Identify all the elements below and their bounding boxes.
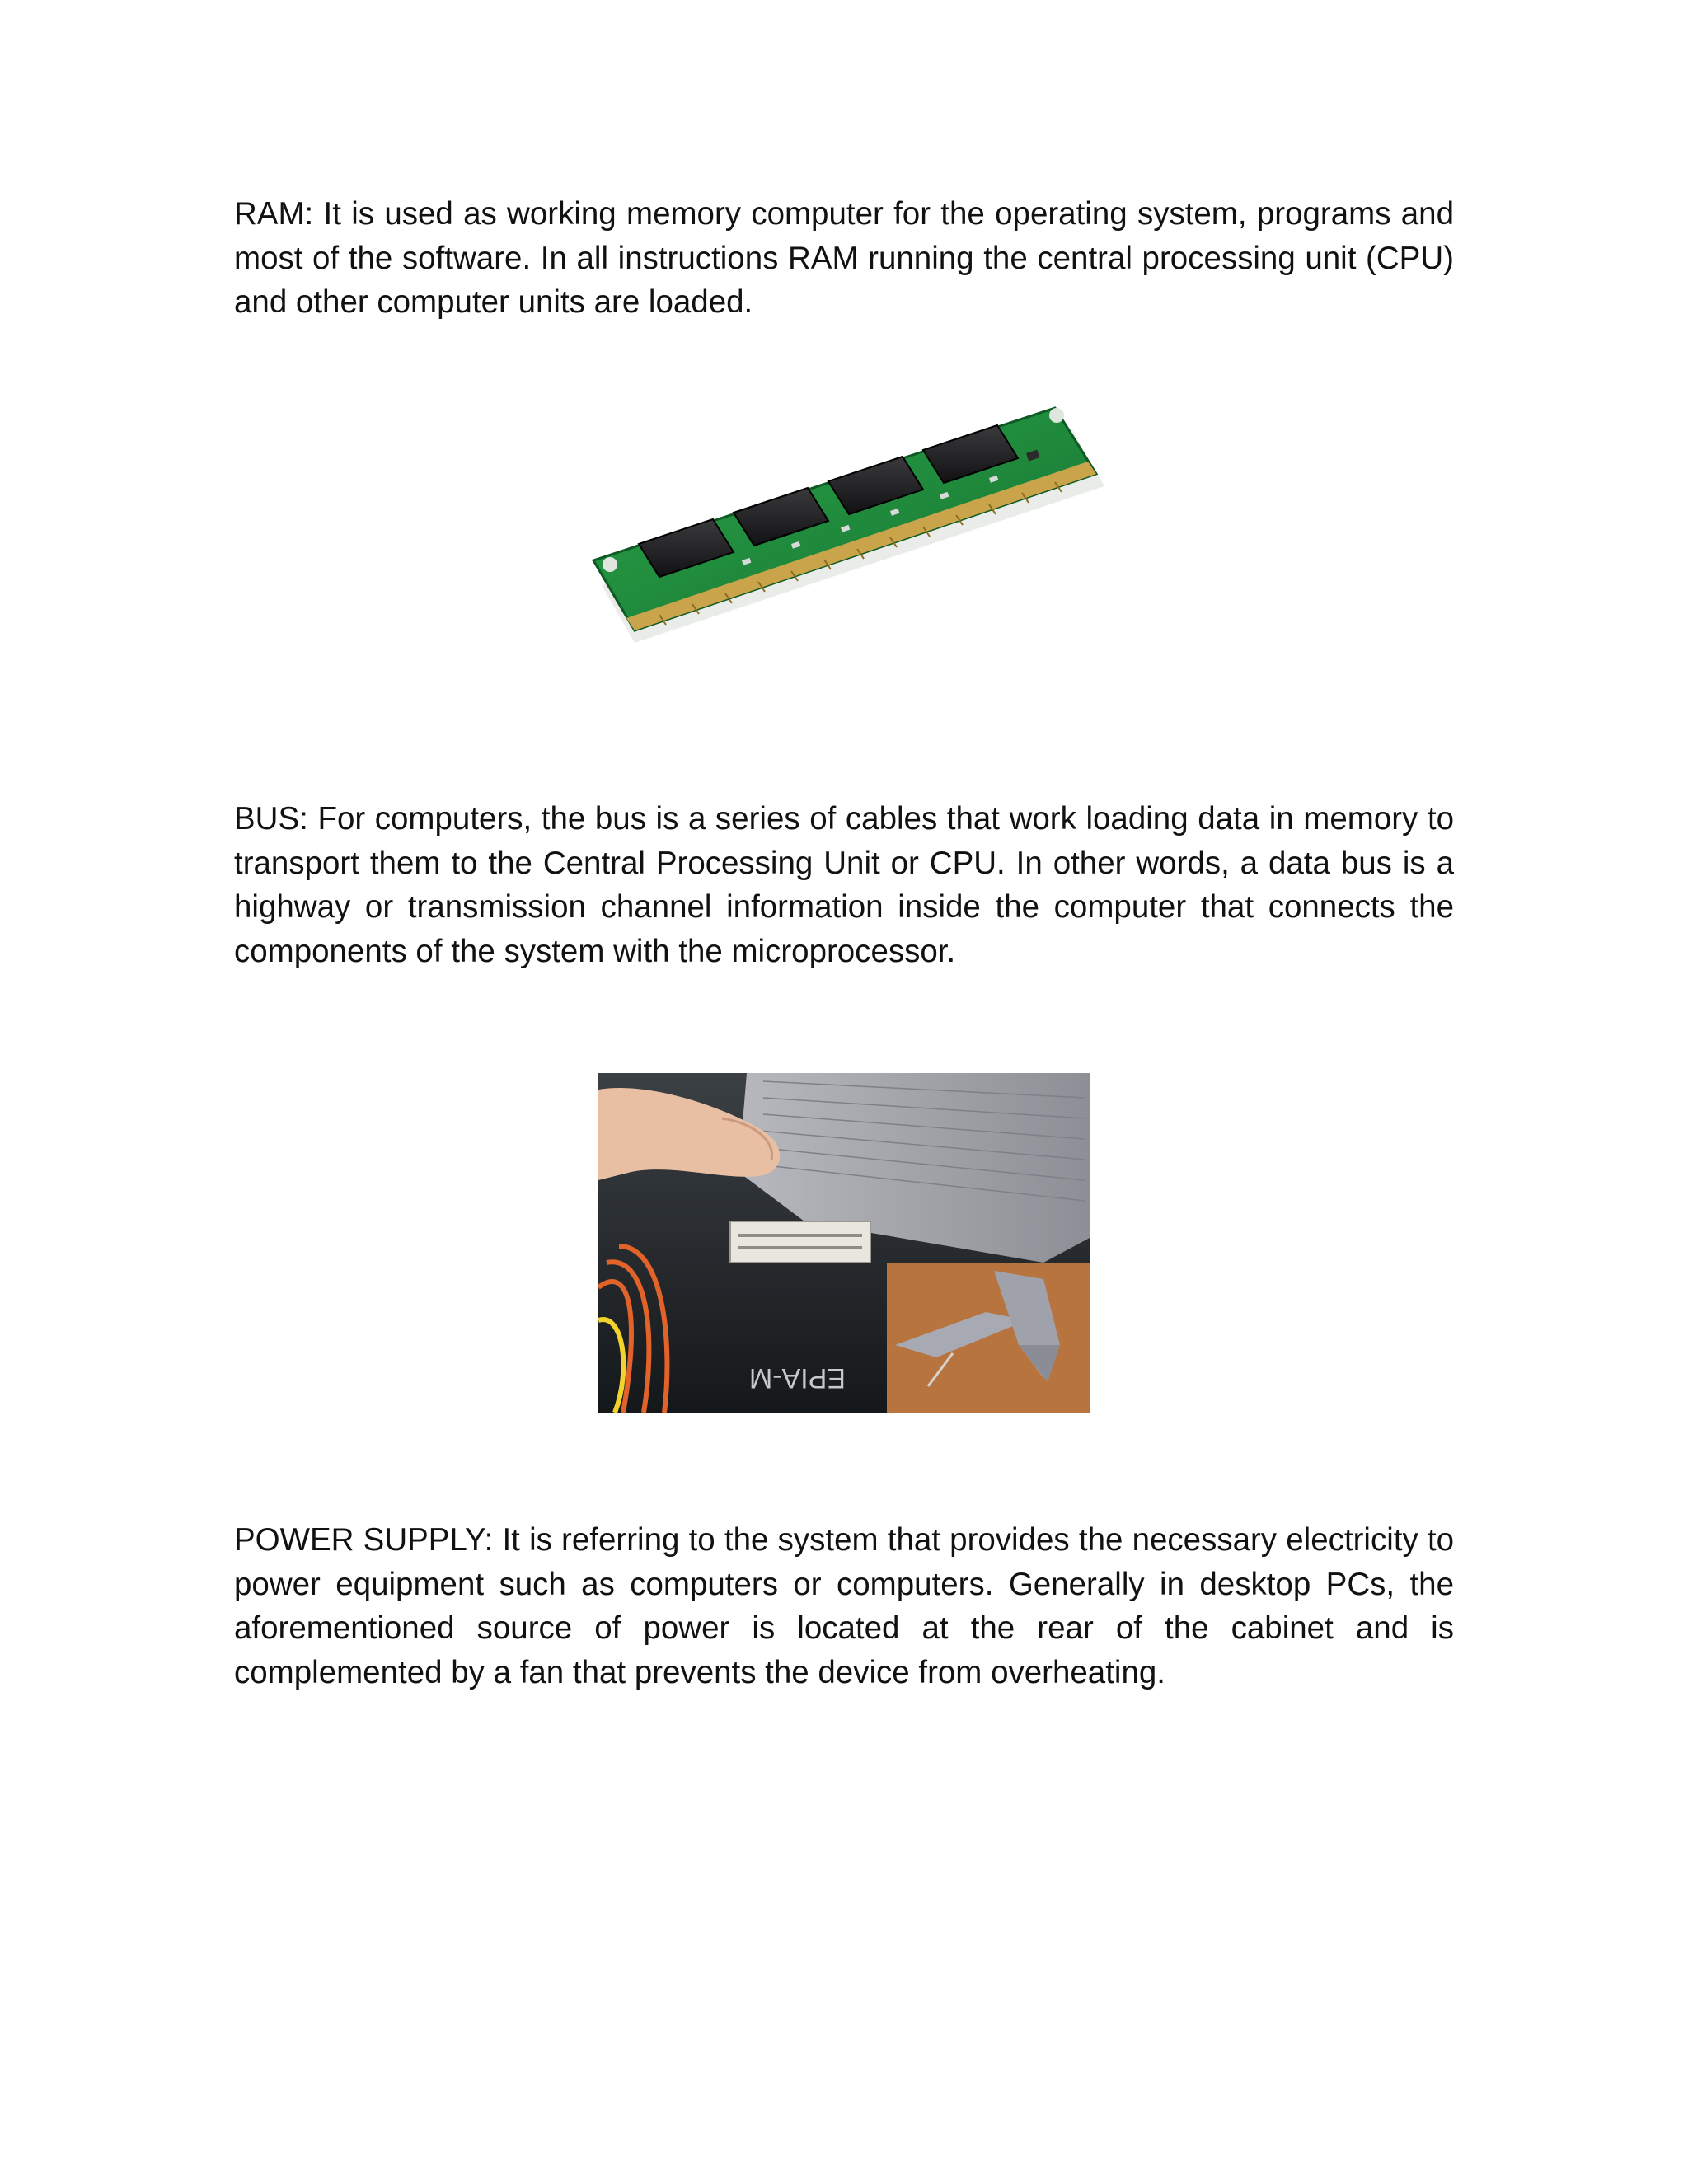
ribbon-cable-image [598, 1073, 1090, 1413]
board-label: EPIA-M [748, 1362, 846, 1394]
power-supply-paragraph: POWER SUPPLY: It is referring to the system that provides the necessary electricity to power equipment such as computers or computers. Generally in desktop PCs, the aforementioned source of power is located at the rear of the cabinet and is complemented by a fan that prevents the device from overheating. [234, 1522, 1454, 1690]
bus-paragraph: BUS: For computers, the bus is a series of cables that work loading data in memory to transport them to the Central Processing Unit or CPU. In other words, a data bus is a highway or transmission channel information inside the computer that connects the components of the system with the microprocessor. [234, 801, 1454, 969]
ram-paragraph: RAM: It is used as working memory computer for the operating system, programs and most of the software. In all instructions RAM running the central processing unit (CPU) and other computer units are loaded. [234, 196, 1454, 320]
ram-module-image [577, 396, 1113, 668]
